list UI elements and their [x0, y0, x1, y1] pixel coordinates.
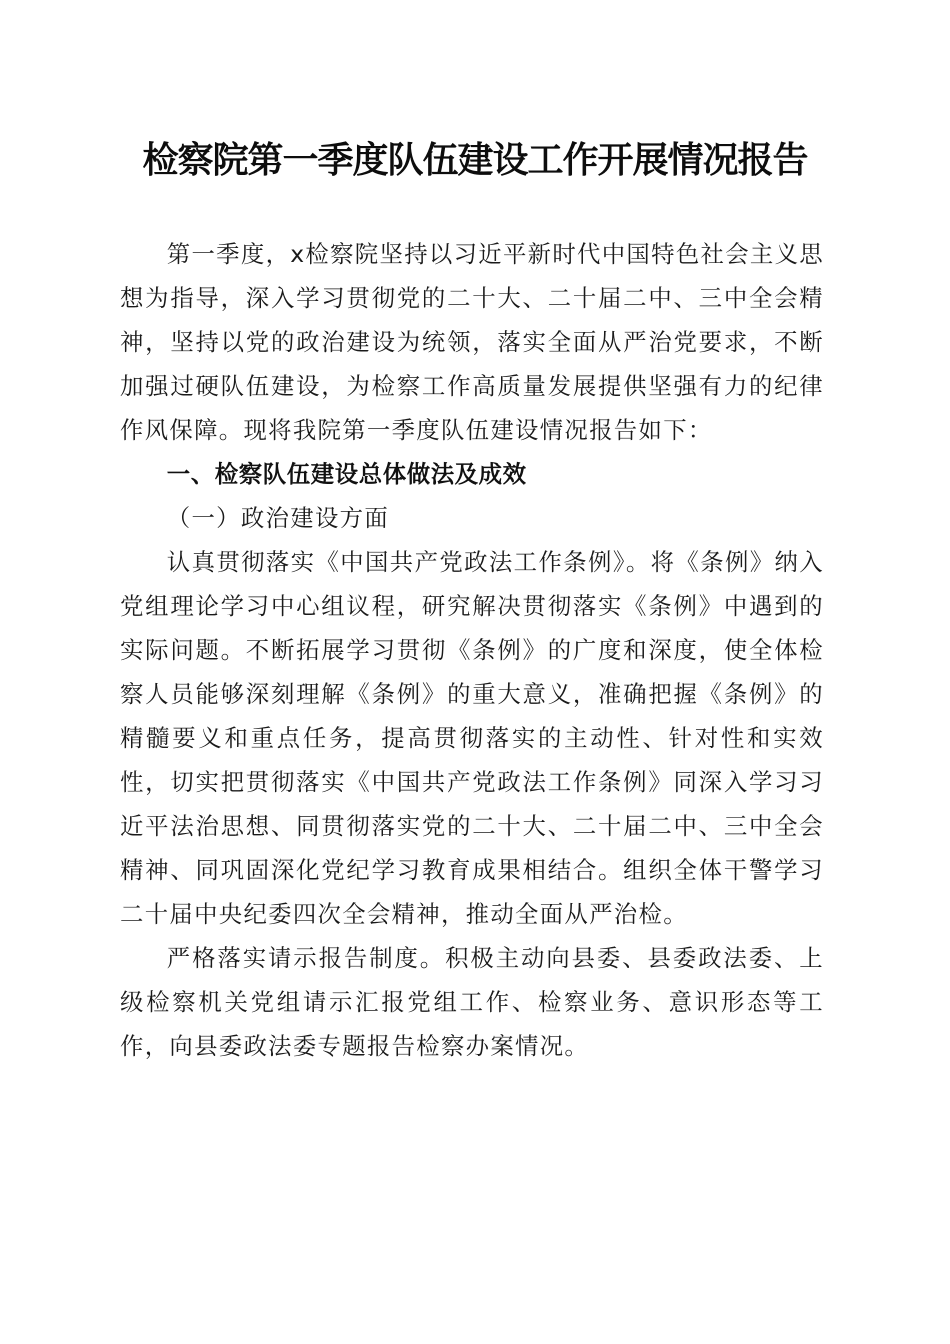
body-paragraph: 严格落实请示报告制度。积极主动向县委、县委政法委、上级检察机关党组请示汇报党组工作、检察业务、意识形态等工作，向县委政法委专题报告检察办案情况。 — [120, 944, 824, 1060]
body-paragraph: 认真贯彻落实《中国共产党政法工作条例》。将《条例》纳入党组理论学习中心组议程，研究解决贯彻落实《条例》中遇到的实际问题。不断拓展学习贯彻《条例》的广度和深度，使全体检察人员能够深刻理解《条例》的重大意义，准确把握《条例》的精髓要义和重点任务，提高贯彻落实的主动性、针对性和实效性，切实把贯彻落实《中国共产党政法工作条例》同深入学习习近平法治思想、同贯彻落实党的二十大、二十届二中、三中全会精神、同巩固深化党纪学习教育成果相结合。组织全体干警学习二十届中央纪委四次全会精神，推动全面从严治检。 — [120, 548, 824, 928]
section-heading: 一、检察队伍建设总体做法及成效 — [166, 460, 527, 488]
subsection-heading: （一）政治建设方面 — [166, 504, 390, 532]
document-body — [120, 232, 824, 1068]
document-title: 检察院第一季度队伍建设工作开展情况报告 — [142, 139, 808, 181]
intro-paragraph: 第一季度，x检察院坚持以习近平新时代中国特色社会主义思想为指导，深入学习贯彻党的二十大、二十届二中、三中全会精神，坚持以党的政治建设为统领，落实全面从严治党要求，不断加强过硬队伍建设，为检察工作高质量发展提供坚强有力的纪律作风保障。现将我院第一季度队伍建设情况报告如下： — [120, 240, 824, 444]
